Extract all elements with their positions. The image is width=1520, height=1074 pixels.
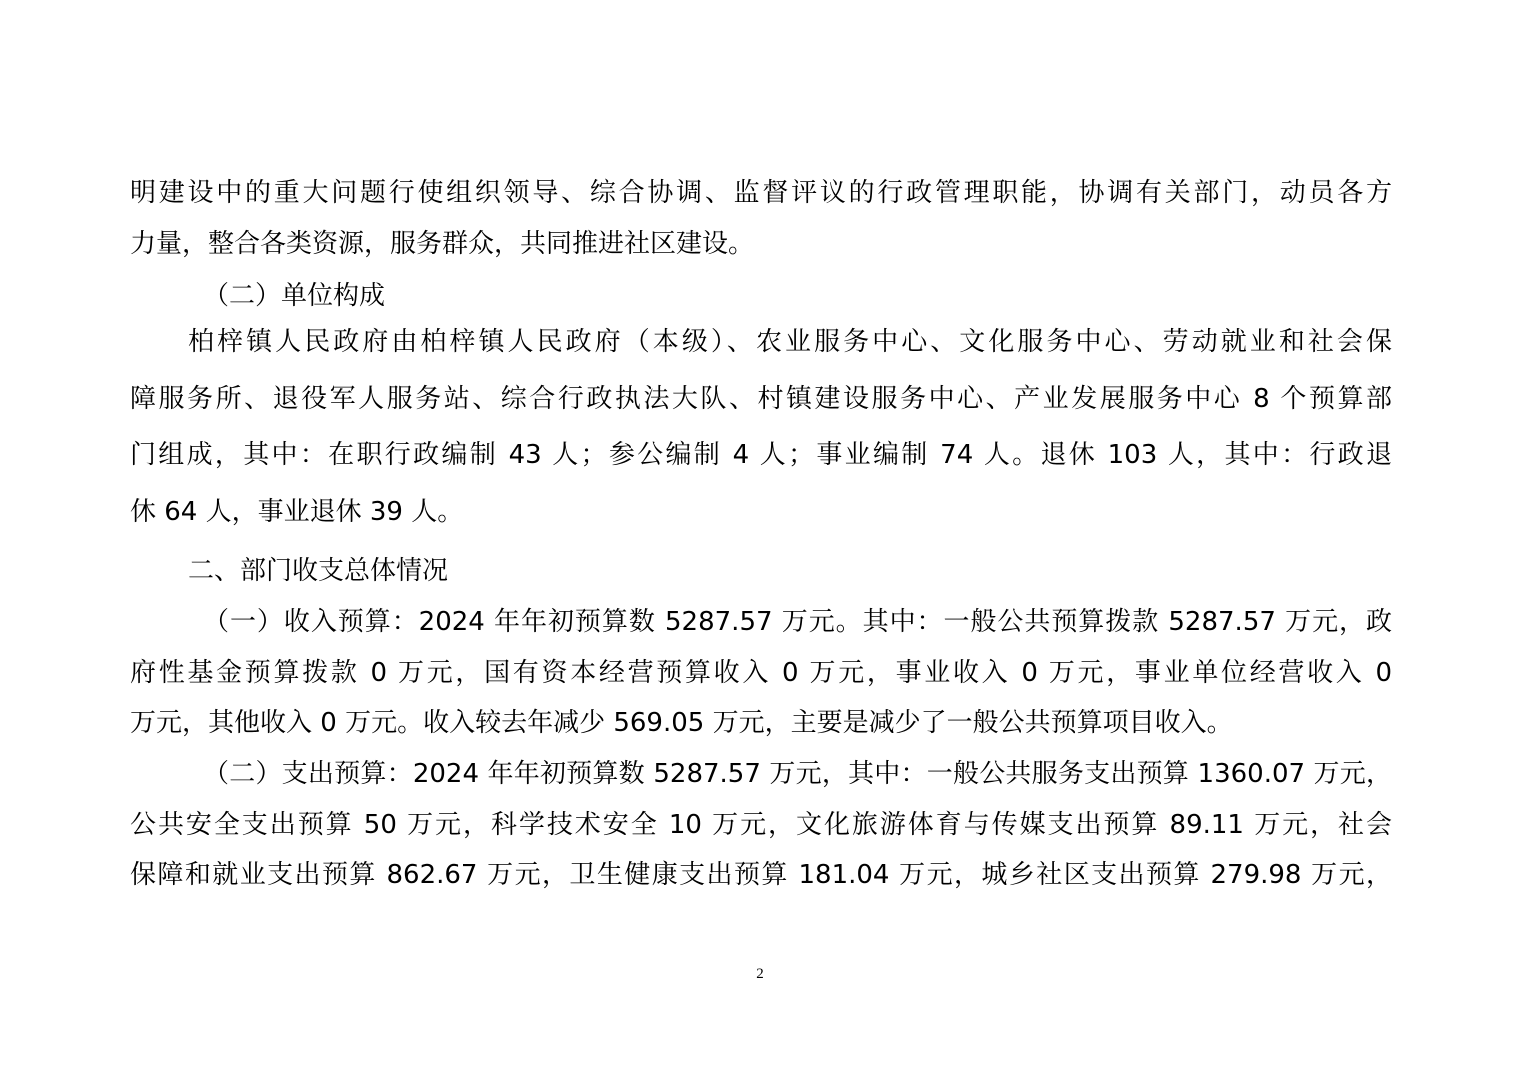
paragraph-line: 保障和就业支出预算 862.67 万元，卫生健康支出预算 181.04 万元，城乡社区支出预算 279.98 万元，	[130, 860, 1392, 890]
paragraph-line: 门组成，其中：在职行政编制 43 人；参公编制 4 人；事业编制 74 人。退休 103 人，其中：行政退	[130, 440, 1392, 470]
paragraph-line: 柏梓镇人民政府由柏梓镇人民政府（本级）、农业服务中心、文化服务中心、劳动就业和社会保	[188, 327, 1392, 357]
paragraph-line: 府性基金预算拨款 0 万元，国有资本经营预算收入 0 万元，事业收入 0 万元，事业单位经营收入 0	[130, 658, 1392, 688]
section-heading: 二、部门收支总体情况	[188, 556, 449, 586]
paragraph-line: （一）收入预算：2024 年年初预算数 5287.57 万元。其中：一般公共预算拨款 5287.57 万元，政	[203, 607, 1392, 637]
paragraph-line: 力量，整合各类资源，服务群众，共同推进社区建设。	[130, 229, 755, 259]
paragraph-line: （二）支出预算：2024 年年初预算数 5287.57 万元，其中：一般公共服务支出预算 1360.07 万元，	[203, 759, 1392, 789]
paragraph-line: 明建设中的重大问题行使组织领导、综合协调、监督评议的行政管理职能，协调有关部门，动员各方	[130, 178, 1392, 208]
paragraph-line: 万元，其他收入 0 万元。收入较去年减少 569.05 万元，主要是减少了一般公共预算项目收入。	[130, 708, 1233, 738]
paragraph-line: 公共安全支出预算 50 万元，科学技术安全 10 万元，文化旅游体育与传媒支出预算 89.11 万元，社会	[130, 810, 1392, 840]
section-heading: （二）单位构成	[203, 281, 386, 311]
paragraph-line: 休 64 人，事业退休 39 人。	[130, 497, 464, 527]
page-number: 2	[756, 966, 764, 982]
paragraph-line: 障服务所、退役军人服务站、综合行政执法大队、村镇建设服务中心、产业发展服务中心 8 个预算部	[130, 384, 1392, 414]
